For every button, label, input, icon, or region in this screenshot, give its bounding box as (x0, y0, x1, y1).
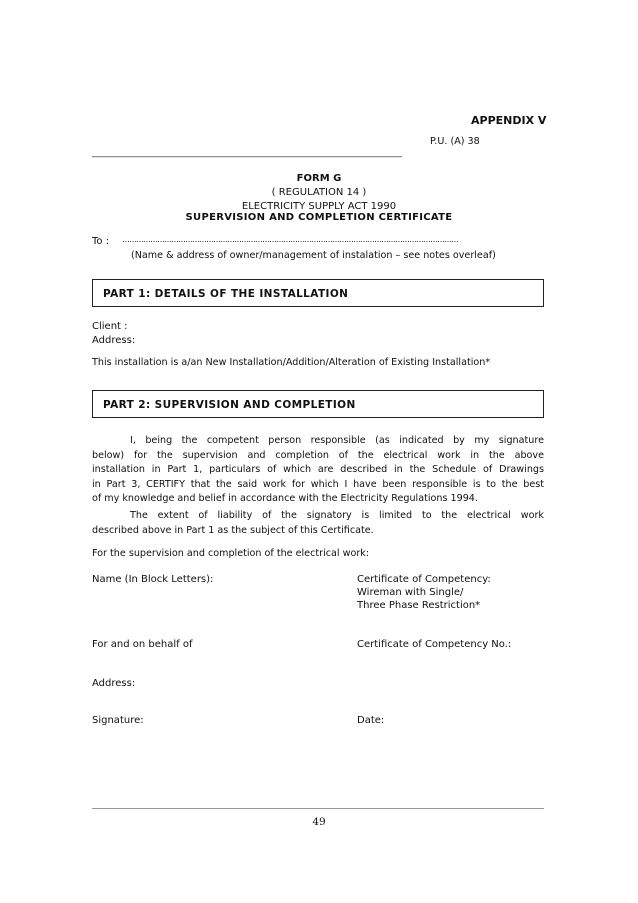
to-label: To : (92, 236, 110, 247)
name-label: Name (In Block Letters): (92, 574, 214, 585)
to-note: (Name & address of owner/management of instalation – see notes overleaf) (131, 250, 496, 261)
date-label: Date: (357, 715, 385, 726)
certification-line: below) for the supervision and completion of the electrical work in the above (92, 449, 544, 461)
competency-wireman: Wireman with Single/ (357, 587, 464, 598)
regulation-label: ( REGULATION 14 ) (271, 187, 367, 198)
appendix-label: APPENDIX V (471, 114, 547, 127)
part2-heading: PART 2: SUPERVISION AND COMPLETION (103, 399, 356, 411)
form-title: FORM G (296, 173, 342, 184)
supervision-intro: For the supervision and completion of the electrical work: (92, 548, 370, 559)
part2-address-label: Address: (92, 678, 136, 689)
competency-restriction: Three Phase Restriction* (357, 600, 481, 611)
part1-heading-box (92, 279, 544, 307)
certification-line: installation in Part 1, particulars of which are described in the Schedule of Drawings (92, 464, 544, 475)
part2-heading-box (92, 390, 544, 418)
competency-label: Certificate of Competency: (357, 574, 491, 585)
liability-paragraph (92, 509, 544, 538)
behalf-label: For and on behalf of (92, 639, 193, 650)
dashed-rule: ______________________________________________________________ (92, 147, 402, 158)
certification-line: I, being the competent person responsible (as indicated by my signature (130, 435, 544, 446)
signature-label: Signature: (92, 715, 144, 726)
certification-line: in Part 3, CERTIFY that the said work for which I have been responsible is to the best (92, 478, 544, 490)
liability-line: The extent of liability of the signatory is limited to the electrical work (130, 510, 544, 521)
certificate-heading: SUPERVISION AND COMPLETION CERTIFICATE (185, 212, 453, 223)
reference-label: P.U. (A) 38 (430, 136, 480, 147)
competency-no-label: Certificate of Competency No.: (357, 639, 512, 650)
to-dotted-line: ……………………………………………………………………………………………………………………………… (122, 235, 458, 244)
client-label: Client : (92, 321, 128, 332)
certification-paragraph (92, 434, 544, 507)
part1-address-label: Address: (92, 335, 136, 346)
liability-line: described above in Part 1 as the subject of this Certificate. (92, 524, 374, 536)
footer-rule (92, 808, 544, 809)
part1-heading: PART 1: DETAILS OF THE INSTALLATION (103, 288, 349, 300)
act-label: ELECTRICITY SUPPLY ACT 1990 (241, 201, 397, 212)
page-number: 49 (312, 816, 326, 828)
installation-statement: This installation is a/an New Installation/Addition/Alteration of Existing Installation* (92, 357, 491, 368)
certification-line: of my knowledge and belief in accordance with the Electricity Regulations 1994. (92, 493, 478, 504)
